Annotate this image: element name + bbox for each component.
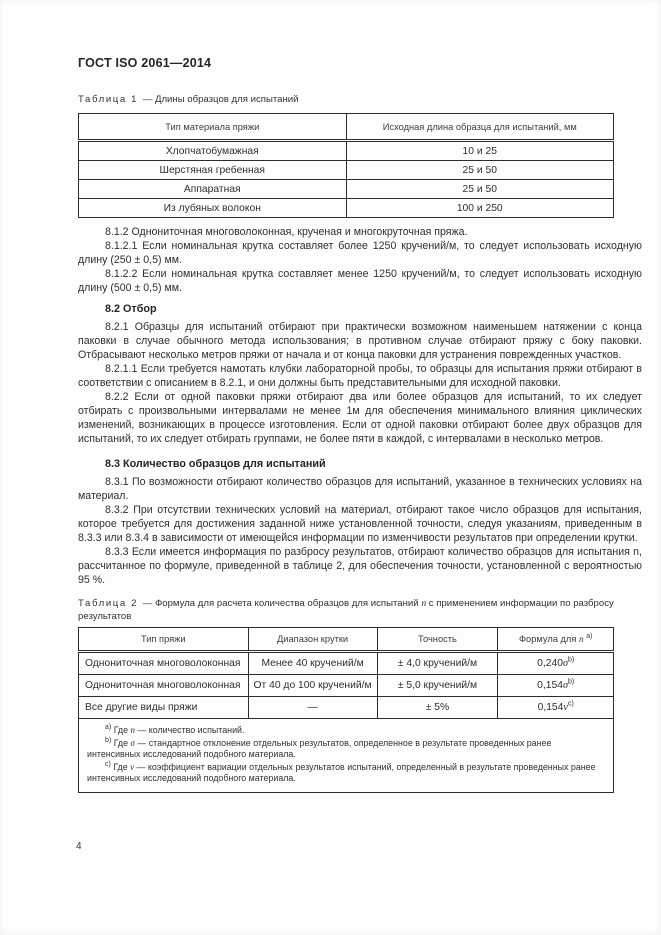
paragraph-8-1-2-1: 8.1.2.1 Если номинальная крутка составляет более 1250 кручений/м, то следует использовать исходную длину (250 ± 0,5) мм. (78, 240, 642, 266)
table2-cell-twist-range: От 40 до 100 кручений/м (248, 675, 377, 697)
body-text (78, 225, 642, 587)
formula-variable: v (563, 702, 568, 713)
formula-variable: σ (562, 680, 569, 691)
footnote-text: Где (110, 761, 131, 772)
footnote-text: Где (111, 737, 131, 748)
table1-cell-material: Шерстяная гребенная (79, 161, 347, 180)
table2-cell-yarn-type: Все другие виды пряжи (79, 697, 249, 719)
table2-col-header-precision: Точность (377, 628, 498, 652)
table1-caption-label: Таблица 1 (78, 94, 139, 105)
table2-cell-formula (498, 697, 614, 719)
table2-footnotes-cell (79, 719, 614, 793)
formula-header-variable: n (578, 634, 584, 645)
paragraph-8-3-1: 8.3.1 По возможности отбирают количество образцов для испытаний, указанное в технических условиях на материал. (78, 476, 642, 502)
footnote-c (87, 762, 605, 785)
footnote-marker: a) (105, 724, 112, 732)
footnote-text: Где (111, 725, 131, 735)
formula-coefficient: 0,154 (537, 680, 563, 691)
table1-header-row (79, 114, 614, 141)
table2-cell-precision: ± 4,0 кручений/м (377, 652, 498, 675)
table2-cell-formula (498, 652, 614, 675)
paragraph-8-3-2: 8.3.2 При отсутствии технических условий на материал, отбирают такое число образцов для испытания, которое требуется для достижения заданной ниже установленной точности, следуя указаниям, приведенным в 8.3.3 или 8.3.4 в зависимости от имеющейся информации по изменчивости результатов при определении крутки. (78, 504, 642, 544)
table1-col-header-material: Тип материала пряжи (79, 114, 347, 141)
formula-header-footnote-ref: a) (586, 632, 593, 640)
paragraph-8-3-3: 8.3.3 Если имеется информация по разбросу результатов, отбирают количество образцов для испытания n, рассчитанное по формуле, приведенной в таблице 2, для обеспечения точности, установленной с вероятностью 95 %. (78, 546, 642, 586)
table2-col-header-formula (498, 628, 614, 652)
table1-cell-material: Хлопчатобумажная (79, 141, 347, 161)
table2-caption-text2: с применением информации по разбросу результатов (78, 598, 614, 622)
table-row (79, 652, 614, 675)
table-specimen-lengths (78, 113, 614, 218)
document-title: ГОСТ ISO 2061—2014 (78, 56, 212, 70)
footnote-variable: v (130, 761, 135, 772)
table2-caption (78, 597, 642, 623)
footnote-text: — стандартное отклонение отдельных результатов, определенное в результате проведенных ранее интенсивных исследований подобного материала. (87, 737, 552, 759)
table2-cell-formula (498, 675, 614, 697)
footnote-text: — коэффициент вариации отдельных результатов испытаний, определенный в результате проведенных ранее интенсивных исследований подобного материала. (87, 761, 596, 783)
footnote-a (87, 725, 605, 737)
table2-cell-twist-range: — (248, 697, 377, 719)
formula-variable: σ (562, 658, 569, 669)
paragraph-8-1-2: 8.1.2 Однониточная многоволоконная, крученая и многокруточная пряжа. (105, 226, 468, 238)
table-row (79, 697, 614, 719)
footnote-variable: n (130, 725, 135, 735)
table1-cell-length: 10 и 25 (346, 141, 614, 161)
page-number: 4 (76, 841, 82, 852)
table1-cell-length: 25 и 50 (346, 161, 614, 180)
table-row (79, 180, 614, 199)
table-row (79, 141, 614, 161)
table2-footnotes-row (79, 719, 614, 793)
table2-caption-label: Таблица 2 (78, 598, 139, 609)
table-sample-count-formula (78, 627, 614, 793)
table2-cell-precision: ± 5,0 кручений/м (377, 675, 498, 697)
table-row (79, 199, 614, 218)
paragraph-8-2-1-1: 8.2.1.1 Если требуется намотать клубки лабораторной пробы, то образцы для испытания пряжи отбирают в соответствии с описанием в 8.2.1, и они должны быть представительными для исходной паковки. (78, 363, 642, 389)
footnote-marker: c) (105, 760, 111, 768)
table1-caption-text: — Длины образцов для испытаний (140, 94, 299, 105)
table2-col-header-twist-range: Диапазон крутки (248, 628, 377, 652)
formula-header-text: Формула для (518, 633, 579, 644)
formula-footnote-ref: c) (567, 700, 574, 708)
table2-cell-yarn-type: Однониточная многоволоконная (79, 652, 249, 675)
formula-footnote-ref: b) (568, 678, 575, 686)
table1-caption (78, 93, 642, 106)
heading-8-2: 8.2 Отбор (105, 303, 157, 315)
table2-caption-text1: — Формула для расчета количества образцов для испытаний (140, 598, 422, 609)
table2-cell-yarn-type: Однониточная многоволоконная (79, 675, 249, 697)
formula-footnote-ref: b) (568, 656, 575, 664)
table1-cell-length: 100 и 250 (346, 199, 614, 218)
table2-header-row (79, 628, 614, 652)
table1-cell-material: Аппаратная (79, 180, 347, 199)
footnote-text: — количество испытаний. (134, 725, 245, 735)
table1-cell-length: 25 и 50 (346, 180, 614, 199)
table-row (79, 161, 614, 180)
table2-cell-twist-range: Менее 40 кручений/м (248, 652, 377, 675)
table-row (79, 675, 614, 697)
formula-coefficient: 0,154 (537, 702, 564, 713)
table1-col-header-length: Исходная длина образца для испытаний, мм (346, 114, 614, 141)
heading-8-3: 8.3 Количество образцов для испытаний (105, 458, 326, 470)
table1-cell-material: Из лубяных волокон (79, 199, 347, 218)
footnote-marker: b) (105, 736, 112, 744)
paragraph-8-2-1: 8.2.1 Образцы для испытаний отбирают при практически возможном наименьшем натяжении с конца паковки в случае обычного метода использования; в противном случае отбирают пряжу с боку паковки. Отбрасывают несколько метров пряжи от начала и от конца паковки для устранения поврежденных участков. (78, 321, 642, 361)
table2-cell-precision: ± 5% (377, 697, 498, 719)
page-content (78, 56, 642, 793)
footnote-variable: σ (130, 737, 135, 748)
paragraph-8-2-2: 8.2.2 Если от одной паковки пряжи отбирают два или более образцов для испытаний, то их следует отбирать с произвольными интервалами не менее 1м для обеспечения минимального влияния циклических изменений, возникающих в процессе изготовления. Если от одной паковки отбирают более двух образцов для испытаний, то их следует отбирать группами, не более пяти в каждой, с интервалами в несколько метров. (78, 391, 642, 445)
formula-coefficient: 0,240 (537, 658, 563, 669)
table2-caption-variable-n: n (421, 598, 427, 609)
table2-col-header-yarn-type: Тип пряжи (79, 628, 249, 652)
paragraph-8-1-2-2: 8.1.2.2 Если номинальная крутка составляет менее 1250 кручений/м, то следует использовать исходную длину (500 ± 0,5) мм. (78, 268, 642, 294)
footnote-b (87, 738, 605, 761)
